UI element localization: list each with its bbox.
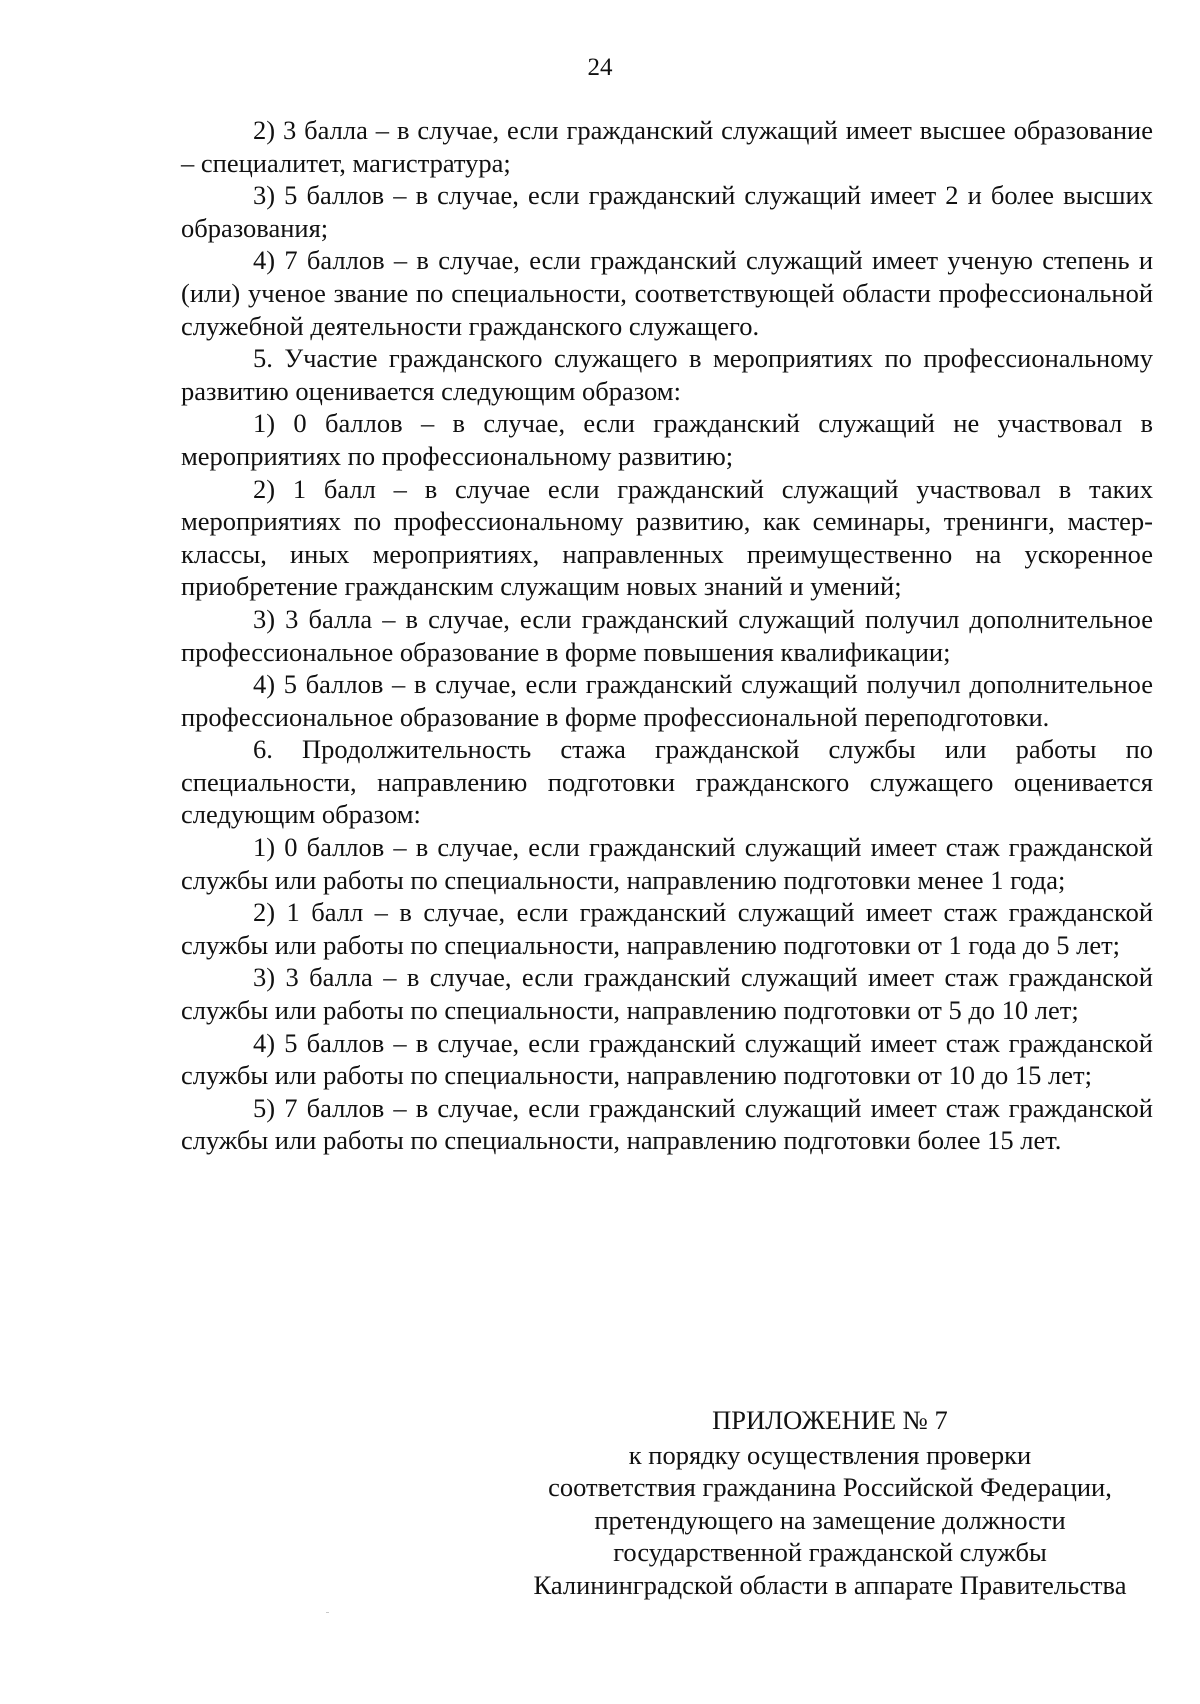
paragraph-section-5-item-4: 4) 5 баллов – в случае, если гражданский служащий получил дополнительное профессиональное образование в форме профессиональной переподготовки. [181, 669, 1153, 732]
appendix-line: государственной гражданской службы [613, 1537, 1047, 1568]
paragraph-section-6-item-5: 5) 7 баллов – в случае, если гражданский служащий имеет стаж гражданской службы или работы по специальности, направлению подготовки более 15 лет. [181, 1092, 1153, 1156]
paragraph-item-2-3-points: 2) 3 балла – в случае, если гражданский служащий имеет высшее образование – специалитет, магистратура; [181, 115, 1153, 178]
paragraph-section-6-item-2: 2) 1 балл – в случае, если гражданский служащий имеет стаж гражданской службы или работы по специальности, направлению подготовки от 1 года до 5 лет; [181, 897, 1153, 960]
paragraph-section-6-item-4: 4) 5 баллов – в случае, если гражданский служащий имеет стаж гражданской службы или работы по специальности, направлению подготовки от 10 до 15 лет; [181, 1027, 1153, 1091]
paragraph-section-6: 6. Продолжительность стажа гражданской службы или работы по специальности, направлению подготовки гражданского служащего оценивается следующим образом: [181, 734, 1153, 830]
paragraph-section-6-item-1: 1) 0 баллов – в случае, если гражданский служащий имеет стаж гражданской службы или работы по специальности, направлению подготовки менее 1 года; [181, 832, 1153, 895]
document-body [181, 114, 1153, 1157]
paragraph-section-5-item-2: 2) 1 балл – в случае если гражданский служащий участвовал в таких мероприятиях по профессиональному развитию, как семинары, тренинги, мастер-классы, иных мероприятиях, направленных преимущественно на ускоренное приобретение гражданским служащим новых знаний и умений; [181, 473, 1153, 602]
paragraph-section-5-item-3: 3) 3 балла – в случае, если гражданский служащий получил дополнительное профессиональное образование в форме повышения квалификации; [181, 603, 1153, 667]
appendix-heading-block [470, 1404, 1190, 1602]
appendix-line: к порядку осуществления проверки [628, 1439, 1032, 1470]
paragraph-item-3-5-points: 3) 5 баллов – в случае, если гражданский служащий имеет 2 и более высших образования; [181, 180, 1153, 243]
paragraph-item-4-7-points: 4) 7 баллов – в случае, если гражданский служащий имеет ученую степень и (или) ученое звание по специальности, соответствующей области профессиональной служебной деятельности гражданского служащего. [181, 245, 1153, 341]
scan-artifact [326, 1612, 329, 1613]
paragraph-section-5: 5. Участие гражданского служащего в мероприятиях по профессиональному развитию оценивается следующим образом: [181, 343, 1153, 406]
paragraph-section-5-item-1: 1) 0 баллов – в случае, если гражданский служащий не участвовал в мероприятиях по профессиональному развитию; [181, 408, 1153, 471]
appendix-title: ПРИЛОЖЕНИЕ № 7 [712, 1405, 948, 1435]
page-number: 24 [587, 54, 613, 81]
appendix-line: Калининградской области в аппарате Правительства [533, 1569, 1127, 1600]
appendix-line: претендующего на замещение должности [594, 1504, 1066, 1535]
paragraph-section-6-item-3: 3) 3 балла – в случае, если гражданский служащий имеет стаж гражданской службы или работы по специальности, направлению подготовки от 5 до 10 лет; [181, 962, 1153, 1026]
appendix-line: соответствия гражданина Российской Федерации, [548, 1472, 1112, 1503]
